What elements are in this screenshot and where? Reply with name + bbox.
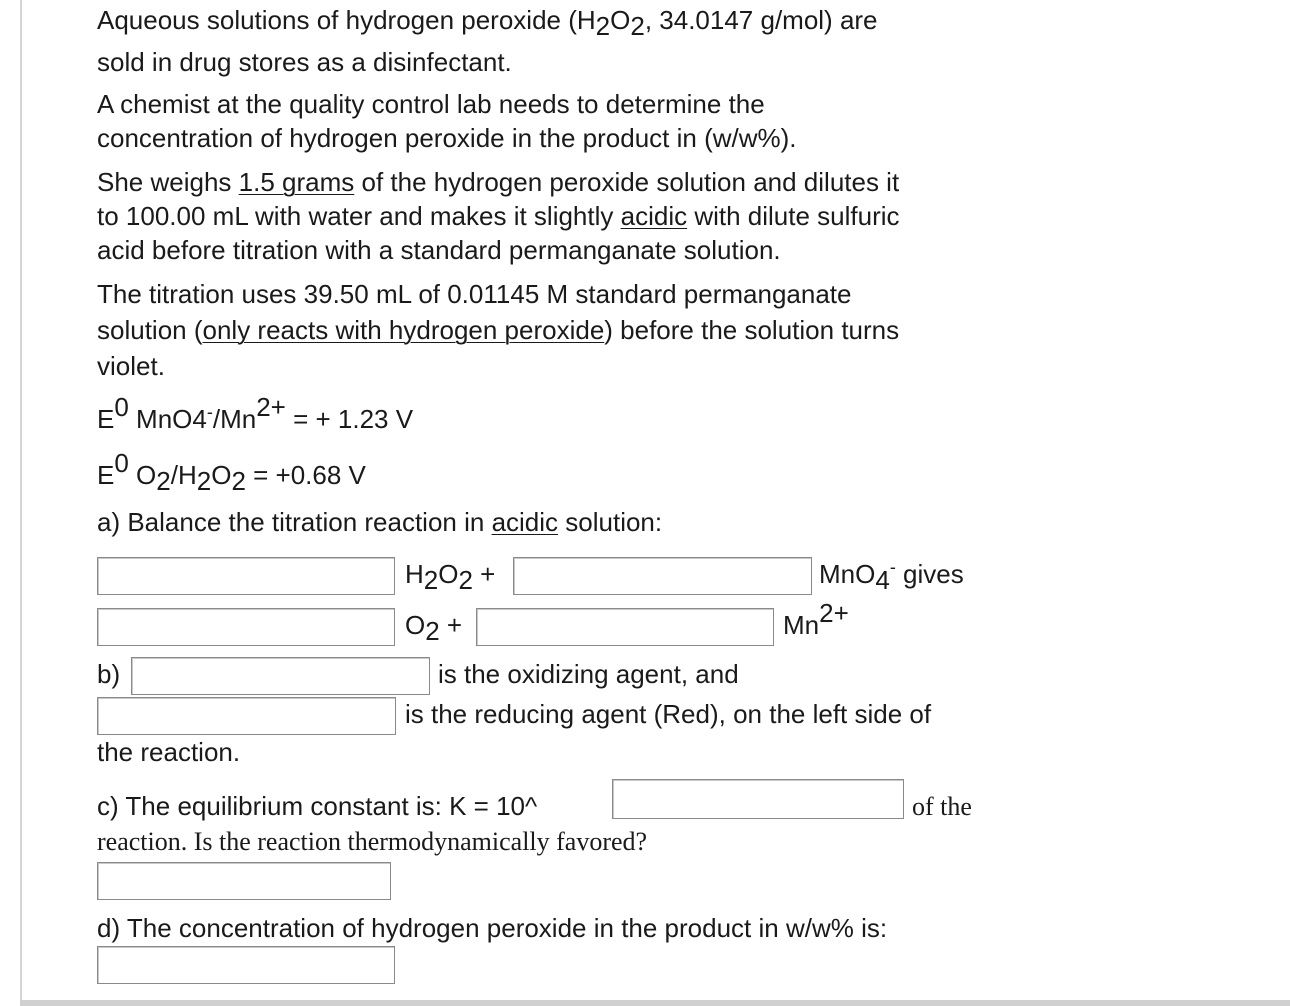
o2-coefficient-input[interactable] <box>97 608 395 646</box>
acidic-underlined-2: acidic <box>491 507 559 537</box>
intro-line-7: acid before titration with a standard permanganate solution. <box>97 235 781 265</box>
intro-line-1: Aqueous solutions of hydrogen peroxide (H2O2, 34.0147 g/mol) are <box>97 5 878 41</box>
mno4-coefficient-input[interactable] <box>513 557 812 595</box>
reducing-agent-input[interactable] <box>97 697 396 735</box>
h2o2-label: H2O2 + <box>405 559 496 595</box>
o2-label: O2 + <box>405 610 463 646</box>
mn2-coefficient-input[interactable] <box>476 608 774 646</box>
intro-line-6: to 100.00 mL with water and makes it slightly acidic with dilute sulfuric <box>97 201 900 231</box>
part-b-tail: the reaction. <box>97 737 241 767</box>
favored-input[interactable] <box>97 862 391 900</box>
acidic-underlined: acidic <box>620 201 688 231</box>
intro-line-10: violet. <box>97 351 165 381</box>
intro-line-3: A chemist at the quality control lab needs to determine the <box>97 89 765 119</box>
potential-o2: E0 O2/H2O2 = +0.68 V <box>97 448 366 496</box>
mno4-label: MnO4- gives <box>819 557 964 595</box>
potential-mno4: E0 MnO4-/Mn2+ = + 1.23 V <box>97 392 414 434</box>
part-b-label: b) <box>97 659 121 689</box>
oxidizing-agent-input[interactable] <box>131 657 430 695</box>
mn2-label: Mn2+ <box>783 598 849 640</box>
intro-line-9: solution (only reacts with hydrogen peroxide) before the solution turns <box>97 315 900 345</box>
part-d-prompt: d) The concentration of hydrogen peroxide in the product in w/w% is: <box>97 913 888 943</box>
intro-line-8: The titration uses 39.50 mL of 0.01145 M standard permanganate <box>97 279 852 309</box>
intro-line-5: She weighs 1.5 grams of the hydrogen peroxide solution and dilutes it <box>97 167 900 197</box>
h2o2-coefficient-input[interactable] <box>97 557 395 595</box>
part-c-after-box: of the <box>912 792 972 821</box>
k-exponent-input[interactable] <box>612 779 904 819</box>
bottom-border <box>20 1000 1290 1006</box>
mass-underlined: 1.5 grams <box>238 167 355 197</box>
concentration-input[interactable] <box>97 946 395 984</box>
part-a-prompt: a) Balance the titration reaction in acidic solution: <box>97 507 663 537</box>
left-border <box>20 0 22 1006</box>
intro-line-4: concentration of hydrogen peroxide in the product in (w/w%). <box>97 123 797 153</box>
oxidizing-agent-text: is the oxidizing agent, and <box>438 659 739 689</box>
part-c-line-2: reaction. Is the reaction thermodynamically favored? <box>97 827 648 856</box>
reacts-underlined: only reacts with hydrogen peroxide <box>202 315 605 345</box>
reducing-agent-text: is the reducing agent (Red), on the left side of <box>405 699 932 729</box>
intro-line-2: sold in drug stores as a disinfectant. <box>97 47 512 77</box>
part-c-prompt: c) The equilibrium constant is: K = 10^ <box>97 791 538 821</box>
